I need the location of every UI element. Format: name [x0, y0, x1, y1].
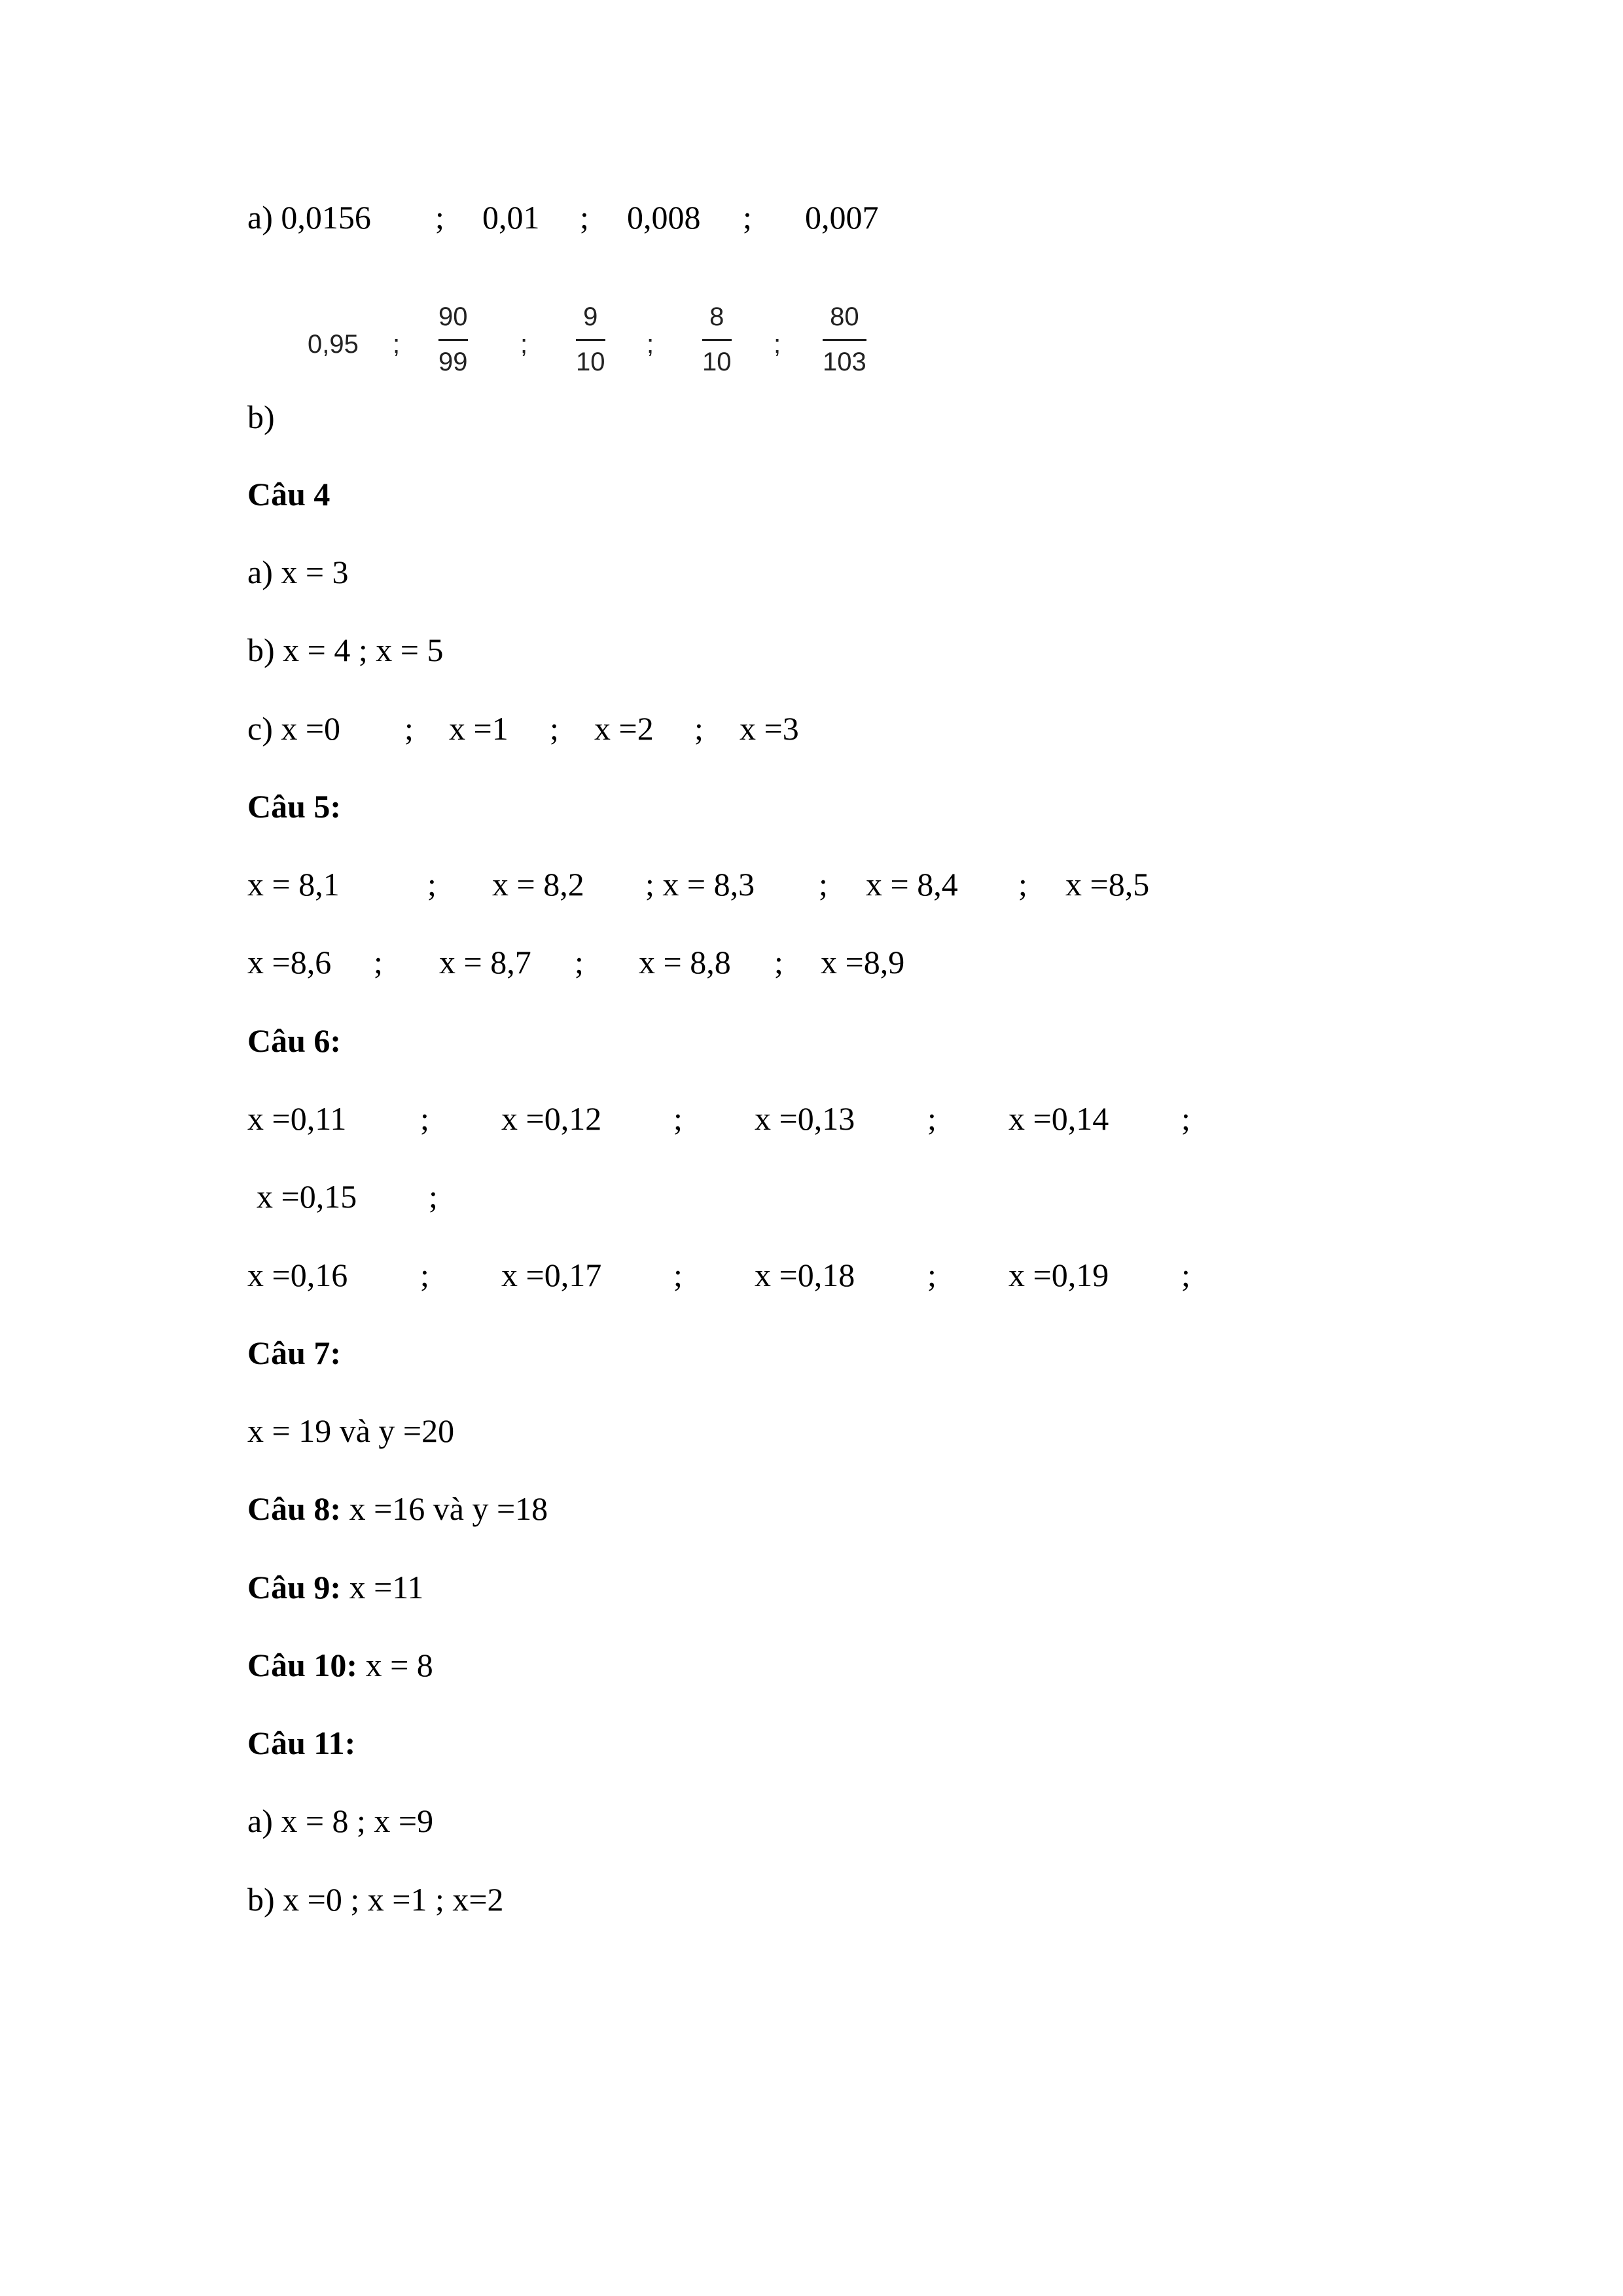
fraction-bar — [438, 339, 468, 341]
value: x =8,6 — [247, 944, 332, 980]
cau7-answer: x = 19 và y =20 — [247, 1412, 455, 1449]
separator: ; — [1018, 866, 1027, 903]
separator: ; — [550, 710, 559, 747]
cau11-a: a) x = 8 ; x =9 — [247, 1803, 434, 1839]
q3-b-fraction-row — [308, 301, 897, 393]
value: x = 8,7 — [439, 944, 531, 980]
value: 0,007 — [805, 199, 879, 236]
separator: ; — [694, 710, 704, 747]
cau9-answer: x =11 — [341, 1569, 424, 1605]
separator: ; — [819, 866, 828, 903]
separator: ; — [393, 330, 401, 359]
separator: ; — [420, 1257, 429, 1293]
separator: ; — [420, 1100, 429, 1137]
fraction-denominator: 10 — [576, 348, 605, 376]
separator: ; — [927, 1257, 936, 1293]
separator: ; — [673, 1100, 683, 1137]
separator: ; — [774, 944, 783, 980]
cau4-a: a) x = 3 — [247, 554, 349, 590]
value: ; x = 8,3 — [645, 866, 755, 903]
cau11-title: Câu 11: — [247, 1725, 356, 1761]
value: 0,008 — [627, 199, 701, 236]
cau9-line — [247, 1568, 423, 1607]
separator: ; — [520, 330, 528, 359]
value: x =0,17 — [501, 1257, 602, 1293]
value: x =0,15 — [257, 1178, 357, 1215]
value: x =8,5 — [1065, 866, 1150, 903]
value: c) x =0 — [247, 710, 341, 747]
cau8-title: Câu 8: — [247, 1490, 342, 1527]
value: x = 8,1 — [247, 866, 340, 903]
cau10-title: Câu 10: — [247, 1647, 358, 1683]
fraction-bar — [702, 339, 732, 341]
value: x =3 — [740, 710, 799, 747]
cau4-b: b) x = 4 ; x = 5 — [247, 632, 444, 668]
fraction — [702, 301, 732, 378]
q3-b-label: b) — [247, 399, 275, 435]
cau11-b: b) x =0 ; x =1 ; x=2 — [247, 1881, 504, 1918]
fraction-bar — [823, 339, 866, 341]
value: 0,01 — [482, 199, 540, 236]
separator: ; — [927, 1100, 936, 1137]
q3-b-decimal: 0,95 — [308, 330, 359, 359]
cau10-answer: x = 8 — [357, 1647, 433, 1683]
separator: ; — [1181, 1257, 1190, 1293]
fraction — [438, 301, 468, 378]
fraction-numerator: 90 — [438, 302, 468, 331]
separator: ; — [435, 199, 444, 236]
value: x = 8,4 — [866, 866, 958, 903]
cau8-line — [247, 1489, 548, 1528]
cau10-line — [247, 1645, 433, 1685]
cau6-title: Câu 6: — [247, 1022, 342, 1059]
value: x = 8,2 — [492, 866, 584, 903]
cau8-answer: x =16 và y =18 — [341, 1490, 548, 1527]
cau4-title: Câu 4 — [247, 476, 330, 512]
fraction-denominator: 103 — [823, 348, 866, 376]
value: x =1 — [449, 710, 508, 747]
fraction-numerator: 80 — [830, 302, 859, 331]
value: x =0,11 — [247, 1100, 347, 1137]
separator: ; — [580, 199, 589, 236]
separator: ; — [575, 944, 584, 980]
fraction-denominator: 10 — [702, 348, 732, 376]
separator: ; — [1181, 1100, 1190, 1137]
separator: ; — [374, 944, 383, 980]
separator: ; — [429, 1178, 438, 1215]
separator: ; — [404, 710, 414, 747]
fraction-denominator: 99 — [438, 348, 468, 376]
cau7-title: Câu 7: — [247, 1335, 342, 1371]
value: x =8,9 — [821, 944, 905, 980]
fraction — [576, 301, 605, 378]
fraction-numerator: 9 — [583, 302, 598, 331]
value: x =0,16 — [247, 1257, 348, 1293]
separator: ; — [427, 866, 437, 903]
value: x =0,14 — [1008, 1100, 1109, 1137]
value: x =0,19 — [1008, 1257, 1109, 1293]
separator: ; — [673, 1257, 683, 1293]
separator: ; — [743, 199, 752, 236]
separator: ; — [647, 330, 654, 359]
fraction-numerator: 8 — [709, 302, 724, 331]
cau9-title: Câu 9: — [247, 1569, 342, 1605]
q3-a-label: a) 0,0156 — [247, 199, 371, 236]
value: x = 8,8 — [639, 944, 731, 980]
value: x =0,12 — [501, 1100, 602, 1137]
separator: ; — [774, 330, 781, 359]
value: x =0,18 — [755, 1257, 855, 1293]
fraction-bar — [576, 339, 605, 341]
cau5-title: Câu 5: — [247, 788, 342, 825]
value: x =0,13 — [755, 1100, 855, 1137]
fraction — [823, 301, 866, 378]
value: x =2 — [594, 710, 654, 747]
